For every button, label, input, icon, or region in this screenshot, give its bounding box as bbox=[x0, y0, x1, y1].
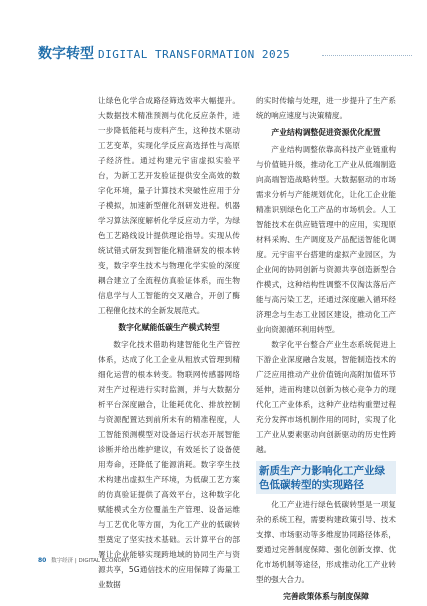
right-paragraph-1: 的实时传输与处理，进一步提升了生产系统的响应速度与决策精度。 bbox=[256, 96, 396, 120]
right-subheading-2: 完善政策体系与制度保障 bbox=[283, 592, 369, 601]
section-title-cn: 数字转型 bbox=[38, 46, 94, 62]
magazine-name: 数字经济 | DIGITAL ECONOMY bbox=[51, 558, 130, 564]
page-footer bbox=[38, 556, 130, 564]
left-paragraph-2: 数字化技术借助构建智能化生产管控体系，达成了化工企业从粗放式管理到精细化运营的根本转变。物联网传感器网络对生产过程进行实时监测，并与大数据分析平台深度融合，让能耗优化、排放控制与资源配置达到前所未有的精准程度，人工智能预测模型对设备运行状态开展智能诊断并给出维护建议，有效延长了设备使用寿命，还降低了能源消耗。数字孪生技术构建出虚拟生产环境，为低碳工艺方案的仿真验证提供了高效平台，这种数字化赋能模式全方位覆盖生产管理、设备运维与工艺优化等方面，为化工产业的低碳转型奠定了坚实技术基础。云计算平台的部署让企业能够实现跨地域的协同生产与资源共享，5G通信技术的应用保障了海量工业数据 bbox=[98, 340, 240, 589]
right-subheading-1: 产业结构调整促进资源优化配置 bbox=[271, 128, 381, 137]
right-paragraph-2: 产业结构调整依靠高科技产业链重构与价值链升级，推动化工产业从低端制造向高端智造战略转型。大数据驱动的市场需求分析与产能规划优化，让化工企业能精准识别绿色化工产品的市场机会。人工智能技术在供应链管理中的应用，实现原材料采购、生产调度及产品配送智能化调度。元宇宙平台搭建的虚拟产业园区，为企业间的协同创新与资源共享创造新型合作模式，这种结构性调整不仅淘汰落后产能与高污染工艺，还通过深度融入循环经济理念与生态工业园区建设，推动化工产业向资源循环利用转型。 bbox=[256, 145, 396, 334]
right-paragraph-4: 化工产业进行绿色低碳转型是一项复杂的系统工程，需要构建政策引导、技术支撑、市场驱动等多维度协同路径体系，要通过完善制度保障、强化创新支撑、优化市场机制等途径，形成推动化工产业转型的强大合力。 bbox=[256, 500, 396, 584]
left-subheading: 数字化赋能低碳生产模式转型 bbox=[118, 323, 220, 332]
left-paragraph-1: 让绿色化学合成路径筛选效率大幅提升。大数据技术精准预测与优化反应条件，进一步降低能耗与废料产生，这种技术驱动工艺变革，实现化学反应高选择性与高原子经济性。通过构建元宇宙虚拟实验平台，为新工艺开发验证提供安全高效的数字化环境，量子计算技术突破性应用于分子模拟，加速新型催化剂研发进程。机器学习算法深度解析化学反应动力学，为绿色工艺路线设计提供理论指导。实现从传统试错式研发到智能化精准研发的根本转变，数字孪生技术与物理化学实验的深度耦合建立了全流程仿真验证体系，而生物信息学与人工智能的交叉融合，开创了酶工程催化技术的全新发展范式。 bbox=[98, 96, 240, 315]
section-heading-box: 新质生产力影响化工产业绿色低碳转型的实现路径 bbox=[256, 461, 396, 494]
section-title-en: DIGITAL TRANSFORMATION 2025 bbox=[98, 48, 291, 61]
header-dotted-rule bbox=[322, 55, 412, 56]
page-header bbox=[38, 44, 398, 66]
page-number: 80 bbox=[38, 557, 47, 564]
right-column bbox=[256, 93, 396, 606]
right-paragraph-3: 数字化平台整合产业生态系统促进上下游企业深度融合发展，智能制造技术的广泛应用推动产业价值链向高附加值环节延伸，进而构建以创新为核心竞争力的现代化工产业体系，这种产业结构重塑过程充分发挥市场机制作用的同时，实现了化工产业从要素驱动向创新驱动的历史性跨越。 bbox=[256, 340, 396, 454]
left-column bbox=[98, 93, 240, 592]
